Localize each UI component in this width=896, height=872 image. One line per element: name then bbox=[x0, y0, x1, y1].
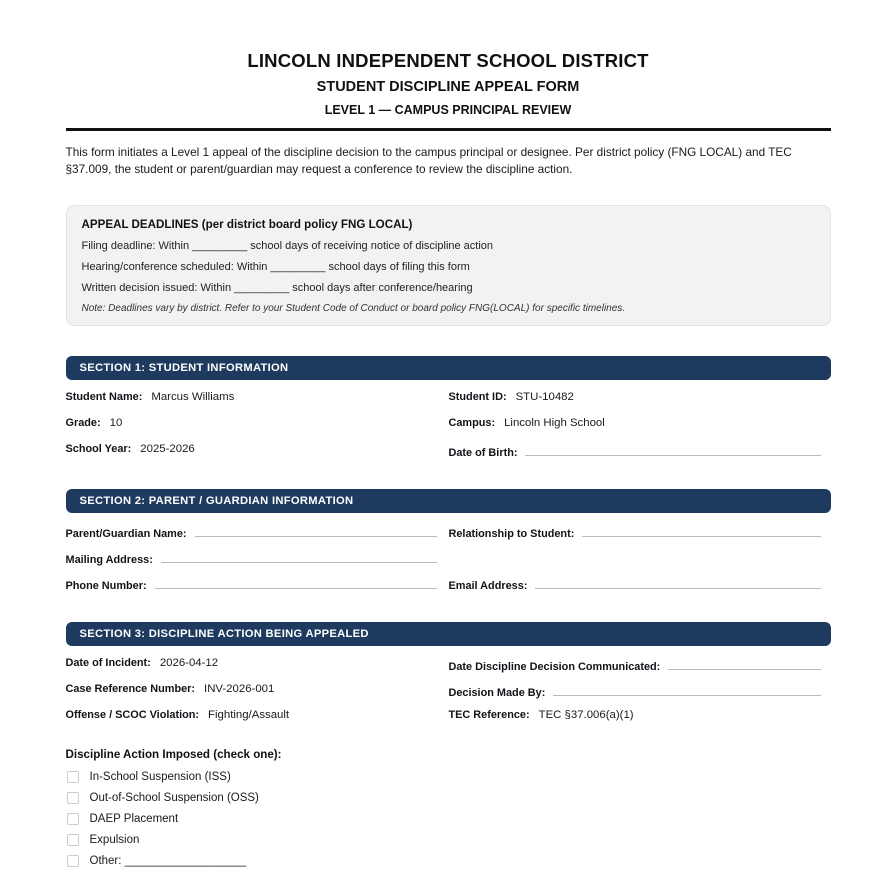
incident-date-field bbox=[66, 657, 449, 673]
student-id-field bbox=[449, 391, 831, 407]
case-ref-label: Case Reference Number: bbox=[65, 682, 196, 695]
section3-row-1 bbox=[66, 657, 831, 673]
school-year-value: 2025-2026 bbox=[140, 442, 195, 455]
offense-value: Fighting/Assault bbox=[208, 708, 290, 721]
offense-field bbox=[66, 709, 449, 725]
deadline-hearing: Hearing/conference scheduled: Within _________ school days of filing this form bbox=[81, 260, 470, 273]
campus-field bbox=[449, 417, 831, 433]
oss-label: Out-of-School Suspension (OSS) bbox=[89, 792, 259, 805]
section1-row-1 bbox=[66, 391, 831, 407]
student-id-label: Student ID: bbox=[448, 390, 507, 403]
option-iss[interactable] bbox=[66, 767, 831, 788]
section1-header: SECTION 1: STUDENT INFORMATION bbox=[66, 356, 831, 380]
section2-row-2-empty bbox=[449, 550, 831, 566]
grade-field bbox=[66, 417, 449, 433]
student-id-value: STU-10482 bbox=[515, 390, 574, 403]
expulsion-label: Expulsion bbox=[89, 834, 140, 847]
daep-checkbox[interactable] bbox=[67, 813, 79, 825]
decision-date-input[interactable] bbox=[668, 657, 820, 670]
section1-fields bbox=[66, 380, 831, 459]
option-daep[interactable] bbox=[66, 809, 831, 830]
case-ref-value: INV-2026-001 bbox=[204, 682, 275, 695]
decision-date-field bbox=[449, 657, 831, 673]
parent-name-label: Parent/Guardian Name: bbox=[65, 527, 187, 540]
relationship-input[interactable] bbox=[582, 524, 820, 537]
section2-row-3 bbox=[66, 576, 831, 592]
deadline-filing: Filing deadline: Within _________ school days of receiving notice of discipline action bbox=[81, 239, 494, 252]
parent-name-field bbox=[66, 524, 449, 540]
mailing-address-field bbox=[66, 550, 449, 566]
section1-row-3 bbox=[66, 443, 831, 459]
discipline-options-list bbox=[66, 767, 831, 872]
decision-date-label: Date Discipline Decision Communicated: bbox=[448, 660, 661, 673]
deadline-decision: Written decision issued: Within _________ school days after conference/hearing bbox=[81, 281, 473, 294]
section3-row-3 bbox=[66, 709, 831, 725]
expulsion-checkbox[interactable] bbox=[67, 834, 79, 846]
dob-input[interactable] bbox=[525, 443, 820, 456]
mailing-address-label: Mailing Address: bbox=[65, 553, 153, 566]
option-other[interactable] bbox=[66, 851, 831, 872]
decision-by-field bbox=[449, 683, 831, 699]
section3-row-2 bbox=[66, 683, 831, 699]
parent-name-input[interactable] bbox=[195, 524, 437, 537]
appeal-form-page bbox=[66, 0, 831, 872]
phone-field bbox=[66, 576, 449, 592]
incident-date-label: Date of Incident: bbox=[65, 656, 151, 669]
option-expulsion[interactable] bbox=[66, 830, 831, 851]
form-title: STUDENT DISCIPLINE APPEAL FORM bbox=[316, 79, 580, 95]
section2-row-2 bbox=[66, 550, 831, 566]
iss-checkbox[interactable] bbox=[67, 771, 79, 783]
iss-label: In-School Suspension (ISS) bbox=[89, 771, 231, 784]
incident-date-value: 2026-04-12 bbox=[159, 656, 219, 669]
section2-header: SECTION 2: PARENT / GUARDIAN INFORMATION bbox=[66, 489, 831, 513]
relationship-field bbox=[449, 524, 831, 540]
tec-reference-label: TEC Reference: bbox=[448, 708, 530, 721]
daep-label: DAEP Placement bbox=[89, 813, 179, 826]
decision-by-input[interactable] bbox=[553, 683, 820, 696]
deadlines-note: Note: Deadlines vary by district. Refer to your Student Code of Conduct or board policy FNG(LOCAL) for specific timelines. bbox=[81, 302, 626, 314]
email-input[interactable] bbox=[535, 576, 820, 589]
case-ref-field bbox=[66, 683, 449, 699]
option-oss[interactable] bbox=[66, 788, 831, 809]
deadlines-title: APPEAL DEADLINES (per district board policy FNG LOCAL) bbox=[81, 217, 413, 231]
oss-checkbox[interactable] bbox=[67, 792, 79, 804]
section3-header: SECTION 3: DISCIPLINE ACTION BEING APPEALED bbox=[66, 622, 831, 646]
phone-label: Phone Number: bbox=[65, 579, 147, 592]
other-checkbox[interactable] bbox=[67, 855, 79, 867]
intro-paragraph: This form initiates a Level 1 appeal of the discipline decision to the campus principal or designee. Per district policy (FNG LOCAL) and TEC §37.009, the student or parent/guardian may request a conference to review the discipline action. bbox=[65, 145, 792, 177]
relationship-label: Relationship to Student: bbox=[448, 527, 575, 540]
grade-value: 10 bbox=[109, 416, 123, 429]
email-field bbox=[449, 576, 831, 592]
section3-fields bbox=[66, 646, 831, 725]
form-header bbox=[66, 50, 831, 131]
section2-fields bbox=[66, 513, 831, 592]
school-year-field bbox=[66, 443, 449, 459]
tec-reference-value: TEC §37.006(a)(1) bbox=[538, 708, 634, 721]
discipline-imposed-heading: Discipline Action Imposed (check one): bbox=[65, 747, 282, 761]
phone-input[interactable] bbox=[155, 576, 437, 589]
student-name-label: Student Name: bbox=[65, 390, 143, 403]
student-name-field bbox=[66, 391, 449, 407]
header-divider bbox=[66, 128, 831, 131]
appeal-deadlines-box bbox=[66, 205, 831, 326]
school-year-label: School Year: bbox=[65, 442, 132, 455]
offense-label: Offense / SCOC Violation: bbox=[65, 708, 200, 721]
email-label: Email Address: bbox=[448, 579, 528, 592]
district-title: LINCOLN INDEPENDENT SCHOOL DISTRICT bbox=[247, 50, 649, 71]
student-name-value: Marcus Williams bbox=[151, 390, 235, 403]
section1-row-2 bbox=[66, 417, 831, 433]
campus-value: Lincoln High School bbox=[504, 416, 605, 429]
decision-by-label: Decision Made By: bbox=[448, 686, 546, 699]
grade-label: Grade: bbox=[65, 416, 101, 429]
dob-field bbox=[449, 443, 831, 459]
campus-label: Campus: bbox=[448, 416, 496, 429]
tec-reference-field bbox=[449, 709, 831, 725]
other-label: Other: ___________________ bbox=[89, 855, 247, 868]
section2-row-1 bbox=[66, 524, 831, 540]
form-level-subtitle: LEVEL 1 — CAMPUS PRINCIPAL REVIEW bbox=[324, 103, 572, 117]
dob-label: Date of Birth: bbox=[448, 446, 518, 459]
mailing-address-input[interactable] bbox=[161, 550, 437, 563]
